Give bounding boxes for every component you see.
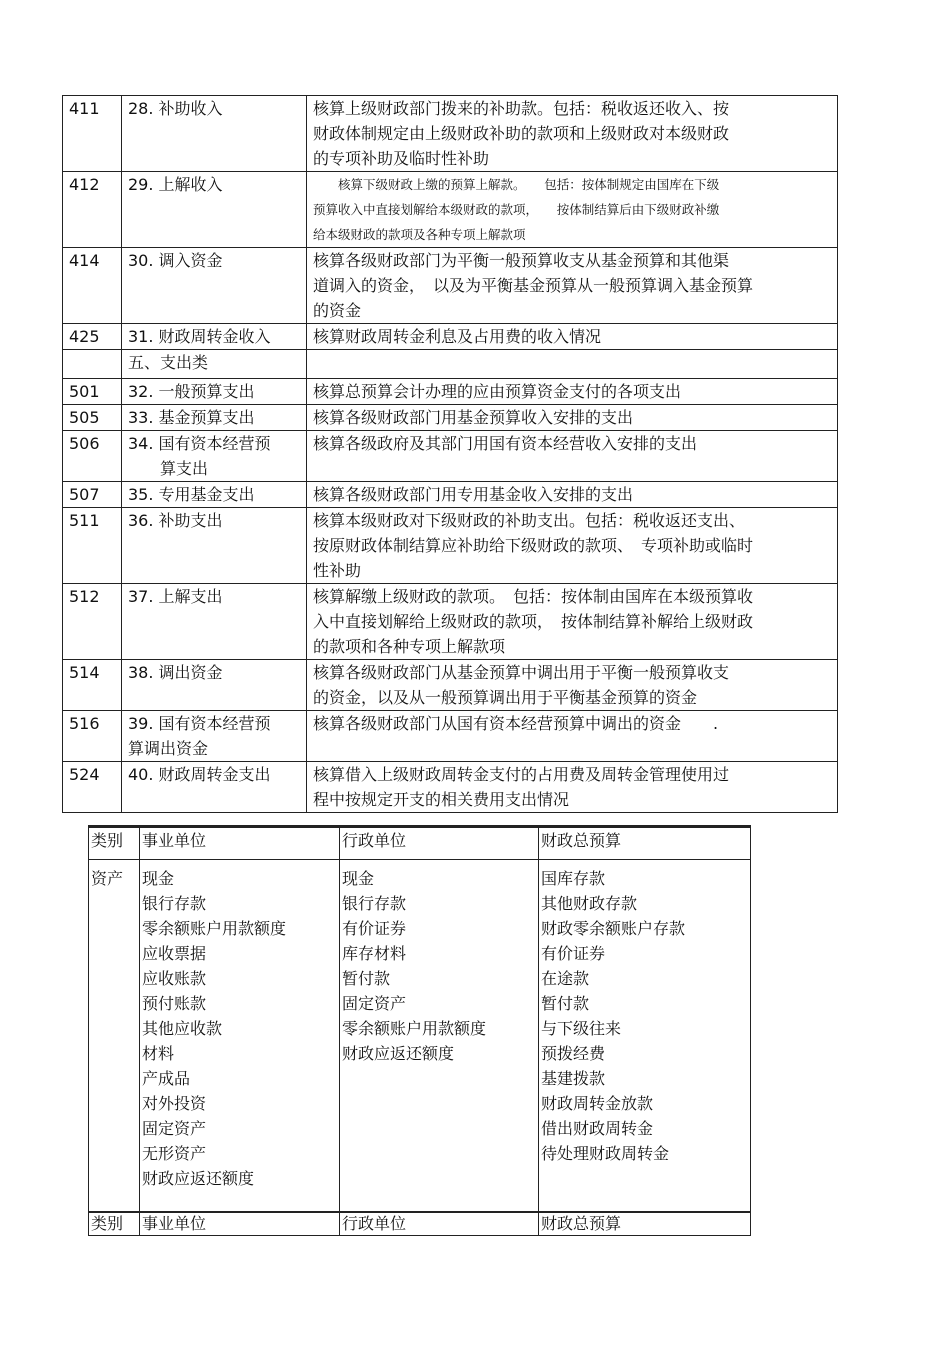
account-name: 35. 专用基金支出 [122, 482, 307, 508]
footer-caizheng: 财政总预算 [539, 1212, 751, 1236]
asset-item: 应收账款 [142, 969, 207, 988]
asset-item: 财政应返还额度 [342, 1044, 455, 1063]
account-row [63, 379, 838, 405]
account-code: 512 [63, 584, 122, 660]
account-code [63, 350, 122, 379]
asset-item: 其他应收款 [142, 1019, 223, 1038]
account-row [63, 431, 838, 482]
account-name: 32. 一般预算支出 [122, 379, 307, 405]
asset-item: 银行存款 [342, 894, 407, 913]
account-row [63, 324, 838, 350]
account-description: 核算各级政府及其部门用国有资本经营收入安排的支出 [307, 431, 838, 482]
comparison-footer-row [89, 1212, 751, 1236]
caizheng-assets-list [539, 860, 751, 1213]
account-code: 516 [63, 711, 122, 762]
asset-item: 暂付款 [342, 969, 391, 988]
account-description: 核算财政周转金利息及占用费的收入情况 [307, 324, 838, 350]
account-description: 核算借入上级财政周转金支付的占用费及周转金管理使用过 程中按规定开支的相关费用支出情况 [307, 762, 838, 813]
account-code: 511 [63, 508, 122, 584]
account-name: 28. 补助收入 [122, 96, 307, 172]
footer-category: 类别 [89, 1212, 140, 1236]
account-name: 37. 上解支出 [122, 584, 307, 660]
asset-item: 国库存款 [541, 869, 606, 888]
asset-item: 借出财政周转金 [541, 1119, 654, 1138]
asset-item: 基建拨款 [541, 1069, 606, 1088]
account-row [63, 405, 838, 431]
asset-item: 零余额账户用款额度 [342, 1019, 487, 1038]
account-name: 31. 财政周转金收入 [122, 324, 307, 350]
asset-item: 预拨经费 [541, 1044, 606, 1063]
asset-item: 财政应返还额度 [142, 1169, 255, 1188]
account-code: 506 [63, 431, 122, 482]
account-description: 核算上级财政部门拨来的补助款。包括：税收返还收入、按 财政体制规定由上级财政补助的款项和上级财政对本级财政 的专项补助及临时性补助 [307, 96, 838, 172]
comparison-header-row [89, 827, 751, 860]
account-name: 五、支出类 [122, 350, 307, 379]
account-description: 核算解缴上级财政的款项。 包括：按体制由国库在本级预算收 入中直接划解给上级财政的款项， 按体制结算补解给上级财政 的款项和各种专项上解款项 [307, 584, 838, 660]
xingzheng-assets-list [340, 860, 539, 1213]
account-description [307, 350, 838, 379]
asset-item: 有价证券 [342, 919, 407, 938]
account-code: 507 [63, 482, 122, 508]
asset-item: 待处理财政周转金 [541, 1144, 670, 1163]
account-row [63, 248, 838, 324]
account-name: 34. 国有资本经营预 算支出 [122, 431, 307, 482]
footer-shiye: 事业单位 [140, 1212, 340, 1236]
account-name: 39. 国有资本经营预 算调出资金 [122, 711, 307, 762]
account-name: 40. 财政周转金支出 [122, 762, 307, 813]
account-code: 501 [63, 379, 122, 405]
asset-item: 在途款 [541, 969, 590, 988]
account-description: 核算各级财政部门用基金预算收入安排的支出 [307, 405, 838, 431]
account-code: 514 [63, 660, 122, 711]
account-description: 核算各级财政部门为平衡一般预算收支从基金预算和其他渠 道调入的资金， 以及为平衡基金预算从一般预算调入基金预算 的资金 [307, 248, 838, 324]
account-description: 核算本级财政对下级财政的补助支出。包括：税收返还支出、 按原财政体制结算应补助给下级财政的款项、 专项补助或临时 性补助 [307, 508, 838, 584]
account-code: 505 [63, 405, 122, 431]
account-row [63, 96, 838, 172]
account-description: 核算各级财政部门用专用基金收入安排的支出 [307, 482, 838, 508]
asset-item: 现金 [342, 869, 375, 888]
account-row [63, 762, 838, 813]
asset-item: 产成品 [142, 1069, 191, 1088]
header-category: 类别 [89, 827, 140, 860]
account-row [63, 482, 838, 508]
category-assets: 资产 [89, 860, 140, 1213]
account-row [63, 711, 838, 762]
account-row [63, 508, 838, 584]
header-shiye: 事业单位 [140, 827, 340, 860]
comparison-table [88, 825, 751, 1236]
shiye-assets-list [140, 860, 340, 1213]
account-row [63, 660, 838, 711]
account-description: 核算各级财政部门从基金预算中调出用于平衡一般预算收支 的资金，以及从一般预算调出用于平衡基金预算的资金 [307, 660, 838, 711]
account-name: 33. 基金预算支出 [122, 405, 307, 431]
account-description: 核算总预算会计办理的应由预算资金支付的各项支出 [307, 379, 838, 405]
asset-item: 财政周转金放款 [541, 1094, 654, 1113]
account-name: 36. 补助支出 [122, 508, 307, 584]
account-code: 524 [63, 762, 122, 813]
account-code: 411 [63, 96, 122, 172]
asset-item: 暂付款 [541, 994, 590, 1013]
asset-item: 财政零余额账户存款 [541, 919, 686, 938]
account-name: 38. 调出资金 [122, 660, 307, 711]
asset-item: 材料 [142, 1044, 175, 1063]
asset-item: 预付账款 [142, 994, 207, 1013]
header-xingzheng: 行政单位 [340, 827, 539, 860]
asset-item: 对外投资 [142, 1094, 207, 1113]
account-row [63, 584, 838, 660]
asset-item: 应收票据 [142, 944, 207, 963]
asset-item: 固定资产 [142, 1119, 207, 1138]
asset-item: 现金 [142, 869, 175, 888]
asset-item: 有价证券 [541, 944, 606, 963]
asset-item: 银行存款 [142, 894, 207, 913]
asset-item: 与下级往来 [541, 1019, 622, 1038]
asset-item: 无形资产 [142, 1144, 207, 1163]
asset-item: 零余额账户用款额度 [142, 919, 287, 938]
account-row [63, 172, 838, 248]
account-description: 核算下级财政上缴的预算上解款。 包括：按体制规定由国库在下级 预算收入中直接划解给本级财政的款项， 按体制结算后由下级财政补缴 给本级财政的款项及各种专项上解款项 [307, 172, 838, 248]
account-name: 29. 上解收入 [122, 172, 307, 248]
asset-item: 固定资产 [342, 994, 407, 1013]
account-code: 414 [63, 248, 122, 324]
comparison-assets-row [89, 860, 751, 1213]
account-row [63, 350, 838, 379]
account-description: 核算各级财政部门从国有资本经营预算中调出的资金 . [307, 711, 838, 762]
account-code: 412 [63, 172, 122, 248]
header-caizheng: 财政总预算 [539, 827, 751, 860]
account-name: 30. 调入资金 [122, 248, 307, 324]
footer-xingzheng: 行政单位 [340, 1212, 539, 1236]
asset-item: 库存材料 [342, 944, 407, 963]
asset-item: 其他财政存款 [541, 894, 638, 913]
accounts-table [62, 95, 838, 813]
account-code: 425 [63, 324, 122, 350]
